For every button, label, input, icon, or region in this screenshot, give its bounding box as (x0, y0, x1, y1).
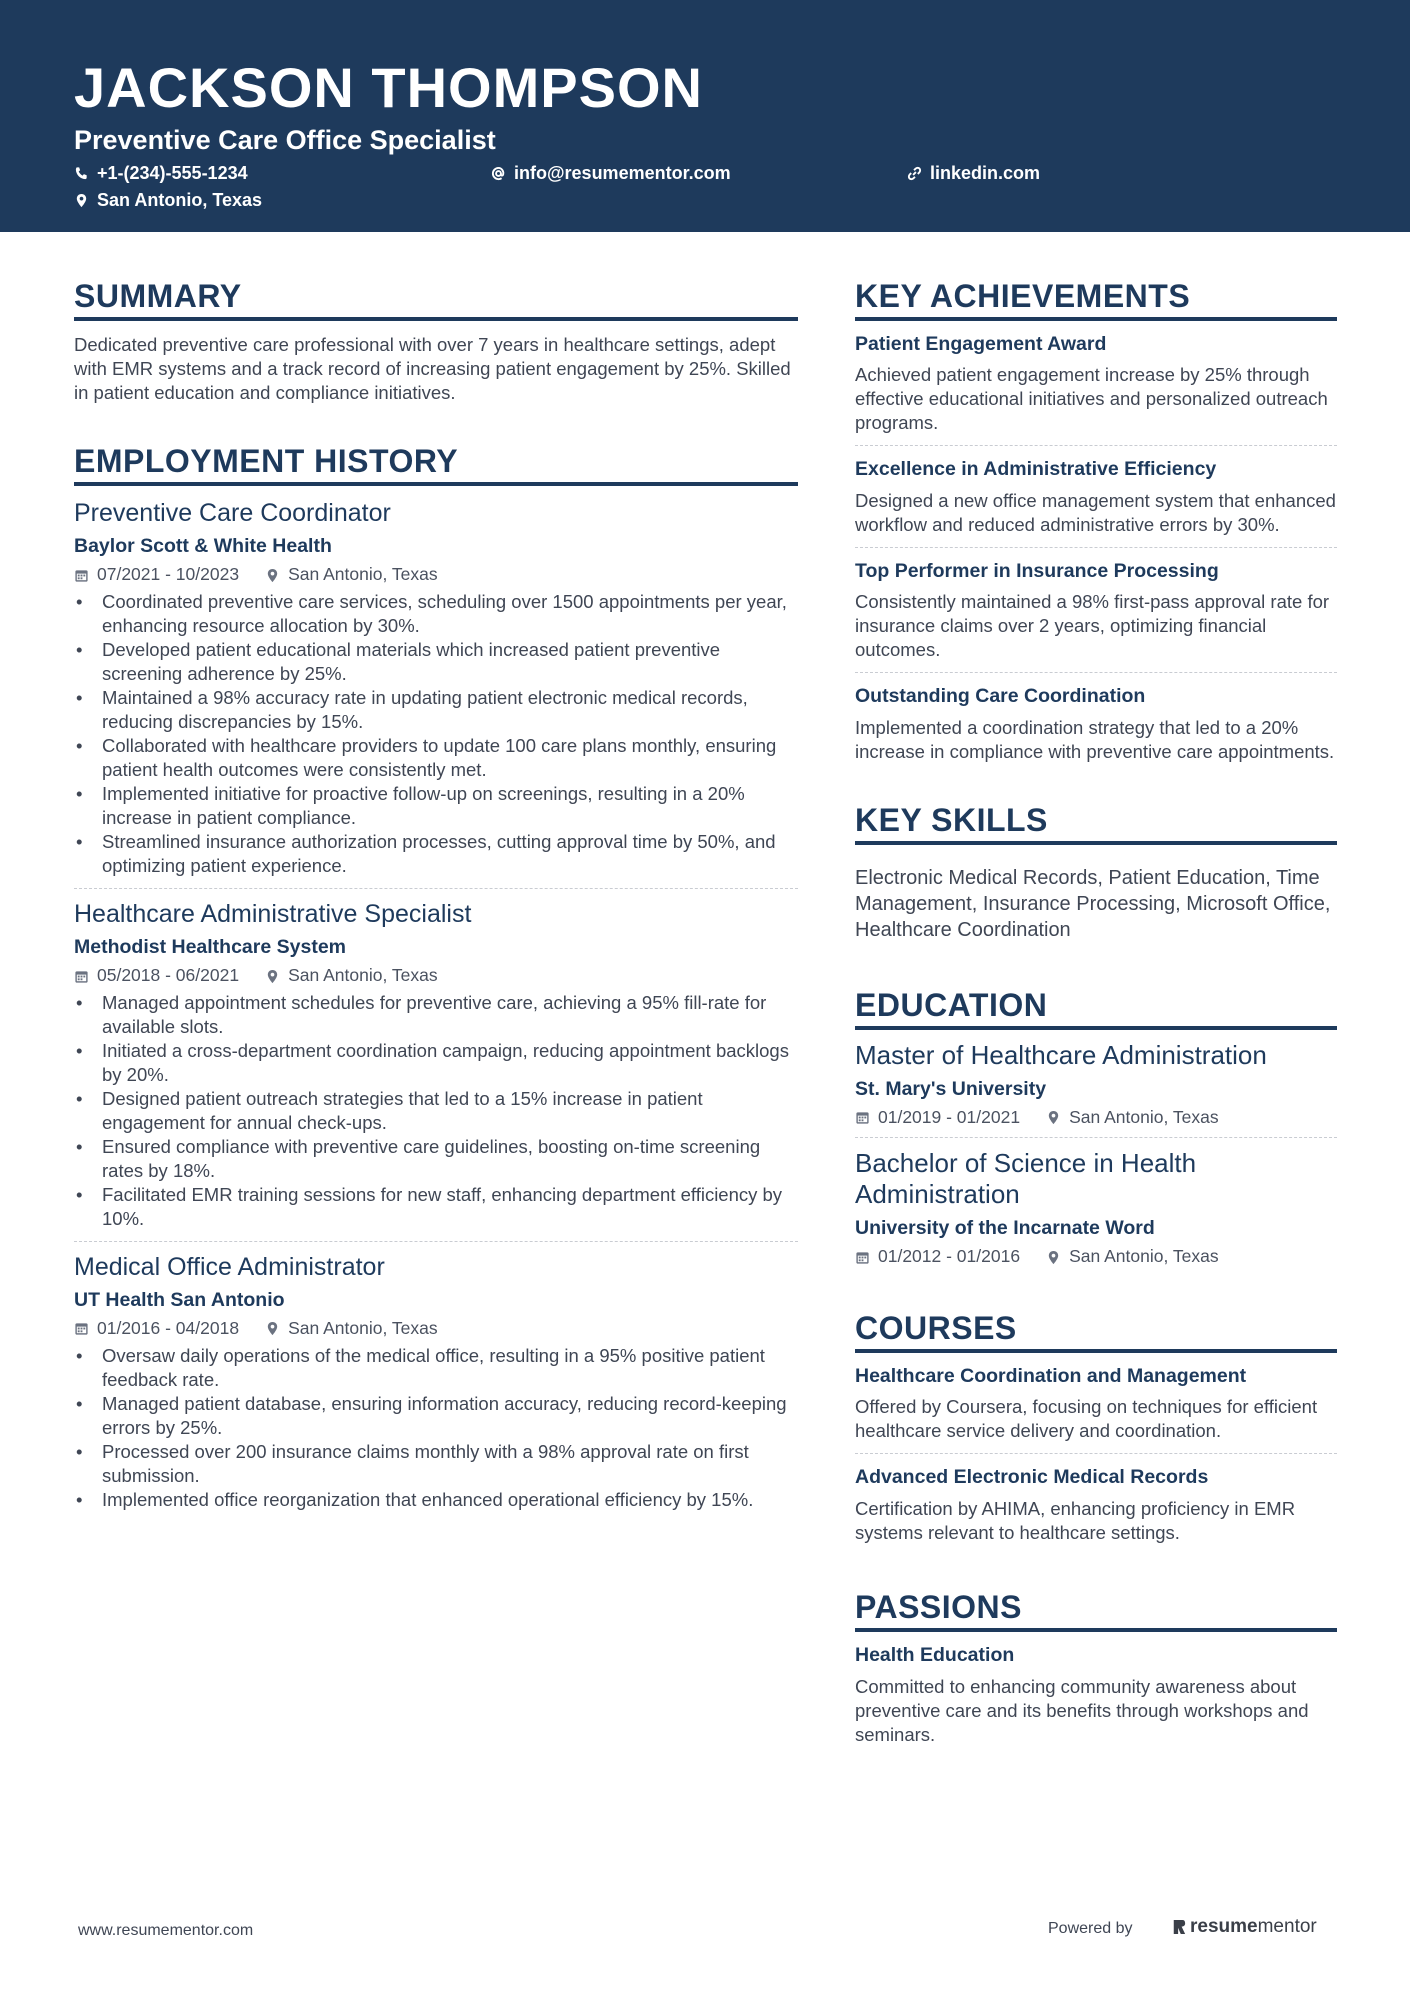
right-column (855, 280, 1337, 1747)
job-title: Medical Office Administrator (74, 1252, 385, 1281)
job-location-text: San Antonio, Texas (288, 1318, 438, 1339)
calendar-icon (855, 1110, 870, 1125)
education-location (1046, 1109, 1219, 1127)
job-location (265, 1320, 438, 1338)
achievement-text: Achieved patient engagement increase by 25% through effective educational initiatives and personalized outreach programs. (855, 364, 1328, 434)
employment-heading: EMPLOYMENT HISTORY (74, 445, 798, 486)
list-item: • Processed over 200 insurance claims monthly with a 98% approval rate on first submission. (74, 1440, 798, 1488)
course-title: Healthcare Coordination and Management (855, 1364, 1247, 1387)
job-entry (74, 498, 798, 878)
achievement-item (855, 685, 1337, 763)
skills-text: Electronic Medical Records, Patient Education, Time Management, Insurance Processing, Microsoft Office, Healthcare Coordination (855, 866, 1331, 941)
location-text: San Antonio, Texas (97, 190, 263, 210)
job-location (265, 967, 438, 985)
left-column (74, 280, 798, 1512)
education-dates-text: 01/2019 - 01/2021 (878, 1107, 1021, 1128)
footer-website[interactable]: www.resumementor.com (78, 1922, 254, 1939)
job-dates (74, 566, 239, 584)
education-dates-text: 01/2012 - 01/2016 (878, 1246, 1021, 1267)
achievement-item (855, 560, 1337, 662)
education-school: St. Mary's University (855, 1077, 1047, 1100)
achievement-title: Outstanding Care Coordination (855, 685, 1146, 708)
phone-text[interactable]: +1-(234)-555-1234 (97, 163, 248, 183)
passion-title: Health Education (855, 1643, 1015, 1666)
calendar-icon (74, 1321, 89, 1336)
job-title: Healthcare Administrative Specialist (74, 899, 472, 928)
education-heading: EDUCATION (855, 989, 1337, 1030)
course-item (855, 1466, 1337, 1544)
education-location-text: San Antonio, Texas (1069, 1246, 1219, 1267)
list-item: • Ensured compliance with preventive care guidelines, boosting on-time screening rates by 18%. (74, 1135, 798, 1183)
achievement-item (855, 458, 1337, 536)
contact-linkedin (907, 164, 1040, 182)
summary-text: Dedicated preventive care professional with over 7 years in healthcare settings, adept with EMR systems and a track record of increasing patient engagement by 25%. Skilled in patient education and compliance initiatives. (74, 334, 791, 403)
calendar-icon (74, 568, 89, 583)
achievement-title: Excellence in Administrative Efficiency (855, 458, 1217, 481)
job-entry (74, 899, 798, 1231)
job-meta (74, 1320, 798, 1338)
job-company: Methodist Healthcare System (74, 935, 347, 958)
list-item: • Initiated a cross-department coordination campaign, reducing appointment backlogs by 20%. (74, 1039, 798, 1087)
passions-heading: PASSIONS (855, 1591, 1337, 1632)
list-item: • Developed patient educational materials which increased patient preventive screening adherence by 25%. (74, 638, 798, 686)
course-title: Advanced Electronic Medical Records (855, 1466, 1209, 1489)
job-bullets (74, 1344, 798, 1512)
achievement-title: Patient Engagement Award (855, 333, 1107, 355)
achievement-title: Top Performer in Insurance Processing (855, 559, 1219, 582)
achievement-text: Designed a new office management system that enhanced workflow and reduced administrative errors by 30%. (855, 489, 1336, 535)
education-meta (855, 1248, 1337, 1266)
achievement-text: Consistently maintained a 98% first-pass approval rate for insurance claims over 2 years, optimizing financial outcomes. (855, 591, 1330, 661)
education-item (855, 1148, 1337, 1266)
job-dates-text: 07/2021 - 10/2023 (97, 564, 240, 585)
education-location (1046, 1248, 1219, 1266)
education-dates (855, 1109, 1020, 1127)
calendar-icon (855, 1250, 870, 1265)
job-company: Baylor Scott & White Health (74, 535, 332, 557)
education-dates (855, 1248, 1020, 1266)
courses-heading: COURSES (855, 1312, 1337, 1353)
contact-location (74, 191, 262, 209)
phone-icon (74, 166, 89, 181)
divider (855, 1137, 1337, 1138)
resume-header (0, 0, 1410, 232)
job-dates-text: 05/2018 - 06/2021 (97, 965, 240, 986)
achievements-heading: KEY ACHIEVEMENTS (855, 280, 1337, 321)
divider (855, 547, 1337, 548)
job-location-text: San Antonio, Texas (288, 564, 438, 585)
list-item: • Implemented initiative for proactive follow-up on screenings, resulting in a 20% increase in patient compliance. (74, 782, 798, 830)
location-pin-icon (265, 568, 280, 583)
education-school: University of the Incarnate Word (855, 1217, 1155, 1240)
job-meta (74, 566, 798, 584)
divider (74, 1241, 798, 1242)
passion-text: Committed to enhancing community awareness about preventive care and its benefits through workshops and seminars. (855, 1676, 1309, 1746)
footer-powered-by: Powered by (1048, 1920, 1133, 1937)
course-item (855, 1365, 1337, 1443)
course-text: Certification by AHIMA, enhancing proficiency in EMR systems relevant to healthcare settings. (855, 1497, 1296, 1543)
divider (855, 445, 1337, 446)
list-item: • Streamlined insurance authorization processes, cutting approval time by 50%, and optimizing patient experience. (74, 830, 798, 878)
job-title: Preventive Care Coordinator (74, 499, 391, 527)
achievement-item (855, 333, 1337, 435)
email-text[interactable]: info@resumementor.com (514, 163, 731, 183)
list-item: • Designed patient outreach strategies that led to a 15% increase in patient engagement for annual check-ups. (74, 1087, 798, 1135)
divider (855, 672, 1337, 673)
footer-logo[interactable] (1172, 1916, 1317, 1938)
location-pin-icon (74, 193, 89, 208)
education-degree: Master of Healthcare Administration (855, 1039, 1267, 1070)
list-item: • Maintained a 98% accuracy rate in updating patient electronic medical records, reducing discrepancies by 15%. (74, 686, 798, 734)
job-location-text: San Antonio, Texas (288, 965, 438, 986)
job-company: UT Health San Antonio (74, 1288, 285, 1311)
course-text: Offered by Coursera, focusing on techniques for efficient healthcare service delivery and coordination. (855, 1396, 1318, 1442)
list-item: • Collaborated with healthcare providers to update 100 care plans monthly, ensuring patient health outcomes were consistently met. (74, 734, 798, 782)
divider (74, 888, 798, 889)
resumementor-logo-icon (1172, 1918, 1186, 1936)
candidate-name: JACKSON THOMPSON (74, 56, 703, 119)
candidate-title: Preventive Care Office Specialist (74, 125, 496, 155)
job-entry (74, 1252, 798, 1512)
job-dates-text: 01/2016 - 04/2018 (97, 1318, 240, 1339)
summary-heading: SUMMARY (74, 280, 798, 321)
education-meta (855, 1109, 1337, 1127)
skills-heading: KEY SKILLS (855, 804, 1337, 845)
logo-text-regular: mentor (1257, 1916, 1317, 1937)
passion-item (855, 1644, 1337, 1747)
list-item: • Managed patient database, ensuring information accuracy, reducing record-keeping errors by 25%. (74, 1392, 798, 1440)
education-location-text: San Antonio, Texas (1069, 1107, 1219, 1128)
education-item (855, 1040, 1337, 1127)
contact-phone (74, 164, 248, 182)
list-item: • Coordinated preventive care services, scheduling over 1500 appointments per year, enhancing resource allocation by 30%. (74, 590, 798, 638)
divider (855, 1453, 1337, 1454)
location-pin-icon (265, 1321, 280, 1336)
contact-email (491, 164, 731, 182)
link-icon (907, 166, 922, 181)
list-item: • Managed appointment schedules for preventive care, achieving a 95% fill-rate for available slots. (74, 991, 798, 1039)
education-degree: Bachelor of Science in Health Administration (855, 1147, 1197, 1209)
logo-text-bold: resume (1190, 1916, 1258, 1937)
at-icon (491, 166, 506, 181)
linkedin-text[interactable]: linkedin.com (930, 163, 1041, 183)
achievement-text: Implemented a coordination strategy that led to a 20% increase in compliance with preventive care appointments. (855, 716, 1335, 762)
job-meta (74, 967, 798, 985)
job-location (265, 566, 438, 584)
list-item: • Oversaw daily operations of the medical office, resulting in a 95% positive patient feedback rate. (74, 1344, 798, 1392)
job-dates (74, 1320, 239, 1338)
list-item: • Facilitated EMR training sessions for new staff, enhancing department efficiency by 10%. (74, 1183, 798, 1231)
job-dates (74, 967, 239, 985)
location-pin-icon (1046, 1250, 1061, 1265)
job-bullets (74, 991, 798, 1231)
calendar-icon (74, 969, 89, 984)
location-pin-icon (265, 969, 280, 984)
job-bullets (74, 590, 798, 878)
location-pin-icon (1046, 1110, 1061, 1125)
list-item: • Implemented office reorganization that enhanced operational efficiency by 15%. (74, 1488, 798, 1512)
